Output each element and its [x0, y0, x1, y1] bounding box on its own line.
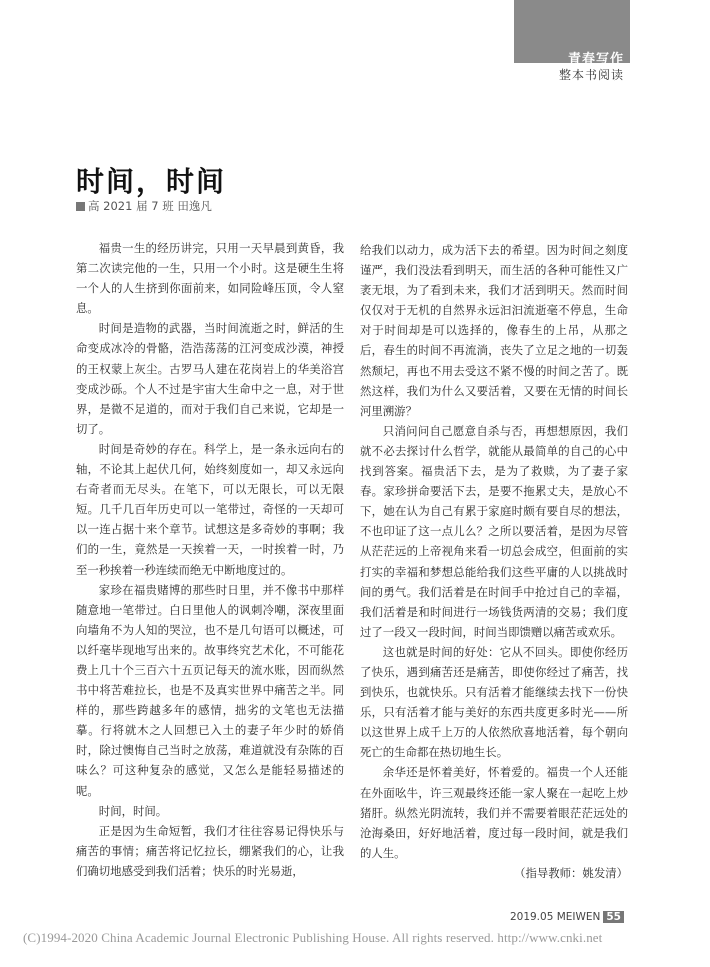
- paragraph: 正是因为生命短暂，我们才往往容易记得快乐与痛苦的事情；痛苦将记忆拉长，绷紧我们的心，让我们确切地感受到我们活着；快乐的时光易逝，: [76, 823, 344, 878]
- paragraph: 时间是造物的武器，当时间流逝之时，鲜活的生命变成冰冷的骨骼，浩浩荡荡的江河变成沙漠，神授的王权蒙上灰尘。古罗马人建在花岗岩上的华美浴宫变成沙砾。个人不过是宇宙大生命中之一息，对于世界，是微不足道的，而对于我们自己来说，它却是一切了。: [76, 321, 344, 436]
- left-column: [76, 238, 344, 881]
- paragraph: 这也就是时间的好处：它从不回头。即使你经历了快乐，遇到痛苦还是痛苦，即使你经过了痛苦，找到快乐，也就快乐。只有活着才能继续去找下一份快乐，只有活着才能与美好的东西共度更多时光——所以这世界上成千上万的人依然欣喜地活着，每个朝向死亡的生命都在热切地生长。: [360, 644, 628, 760]
- copyright-watermark: (C)1994-2020 China Academic Journal Electronic Publishing House. All rights reserved. http://www.cnki.net: [23, 930, 603, 945]
- right-column: [360, 240, 628, 883]
- byline-text: 高 2021 届 7 班 田逸凡: [88, 199, 212, 213]
- paragraph: 时间，时间。: [98, 803, 168, 818]
- byline-square-icon: [76, 202, 85, 211]
- instructor-note: （指导教师：姚发清）: [514, 865, 628, 880]
- page-number: 55: [603, 911, 624, 923]
- issue-label: 2019.05 MEIWEN: [509, 911, 601, 923]
- article-byline: [76, 198, 212, 214]
- paragraph: 福贵一生的经历讲完，只用一天早晨到黄昏，我第二次读完他的一生，只用一个小时。这是硬生生将一个人的人生挤到你面前来，如同险峰压顶，令人窒息。: [76, 241, 344, 316]
- article-title: 时间，时间: [76, 165, 227, 198]
- paragraph: 时间是奇妙的存在。科学上，是一条永远向右的轴，不论其上起伏几何，始终刻度如一，却又永远向右奇者而无尽头。在笔下，可以无限长，可以无限短。几千几百年历史可以一笔带过，奇怪的一天却可以一连占据十来个章节。试想这是多奇妙的事啊；我们的一生，竟然是一天挨着一天，一时挨着一时，乃至一秒挨着一秒连续而绝无中断地度过的。: [76, 441, 344, 577]
- section-title: 青春写作: [567, 52, 624, 67]
- page-footer: [510, 911, 624, 923]
- paragraph: 只消问问自己愿意自杀与否，再想想原因，我们就不必去探讨什么哲学，就能从最简单的自己的心中找到答案。福贵活下去，是为了救赎，为了妻子家春。家珍拼命要活下去，是要不拖累丈夫，是放心不下，她在认为自己有累于家庭时颇有要自尽的想法，不也印证了这一点儿么？之所以要活着，是因为尽管从茫茫远的上帝视角来看一切总会成空，但面前的实打实的幸福和梦想总能给我们这些平庸的人以挑战时间的勇气。我们活着是在时间手中抢过自己的幸福，我们活着是和时间进行一场钱货两清的交易；我们度过了一段又一段时间，时间当即馈赠以痛苦或欢乐。: [360, 423, 628, 639]
- paragraph: 家珍在福贵赌博的那些时日里，并不像书中那样随意地一笔带过。白日里他人的讽刺冷嘲，深夜里面向墙角不为人知的哭泣，也不是几句语可以概述，可以纤毫毕现地写出来的。故事终究艺术化，不可能花费上几十个三百六十五页记每天的流水账，因而纵然书中将苦难拉长，也是不及真实世界中痛苦之半。同样的，那些跨越多年的感情，拙劣的文笔也无法描摹。行将就木之人回想已入土的妻子年少时的娇俏时，除过懊悔自己当时之放荡，难道就没有杂陈的百味么？可这种复杂的感觉，又怎么是能轻易描述的呢。: [76, 582, 344, 798]
- paragraph: 余华还是怀着美好，怀着爱的。福贵一个人还能在外面吆牛，许三观最终还能一家人聚在一起吃上炒猪肝。纵然光阴流转，我们并不需要着眼茫茫远处的沧海桑田，好好地活着，度过每一段时间，就是我们的人生。: [360, 765, 628, 860]
- paragraph: 给我们以动力，成为活下去的希望。因为时间之刻度谨严，我们没法看到明天，而生活的各种可能性又广袤无垠，为了看到未来，我们才活到明天。然而时间仅仅对于无机的自然界永远汩汩流逝毫不停息，生命对于时间却是可以选择的，像春生的上吊，从那之后，春生的时间不再流淌，丧失了立足之地的一切轰然颓圮，再也不用去受这不紧不慢的时间之苦了。既然这样，我们为什么又要活着，又要在无情的时间长河里溯游？: [360, 243, 628, 418]
- section-subtitle: 整本书阅读: [558, 68, 624, 82]
